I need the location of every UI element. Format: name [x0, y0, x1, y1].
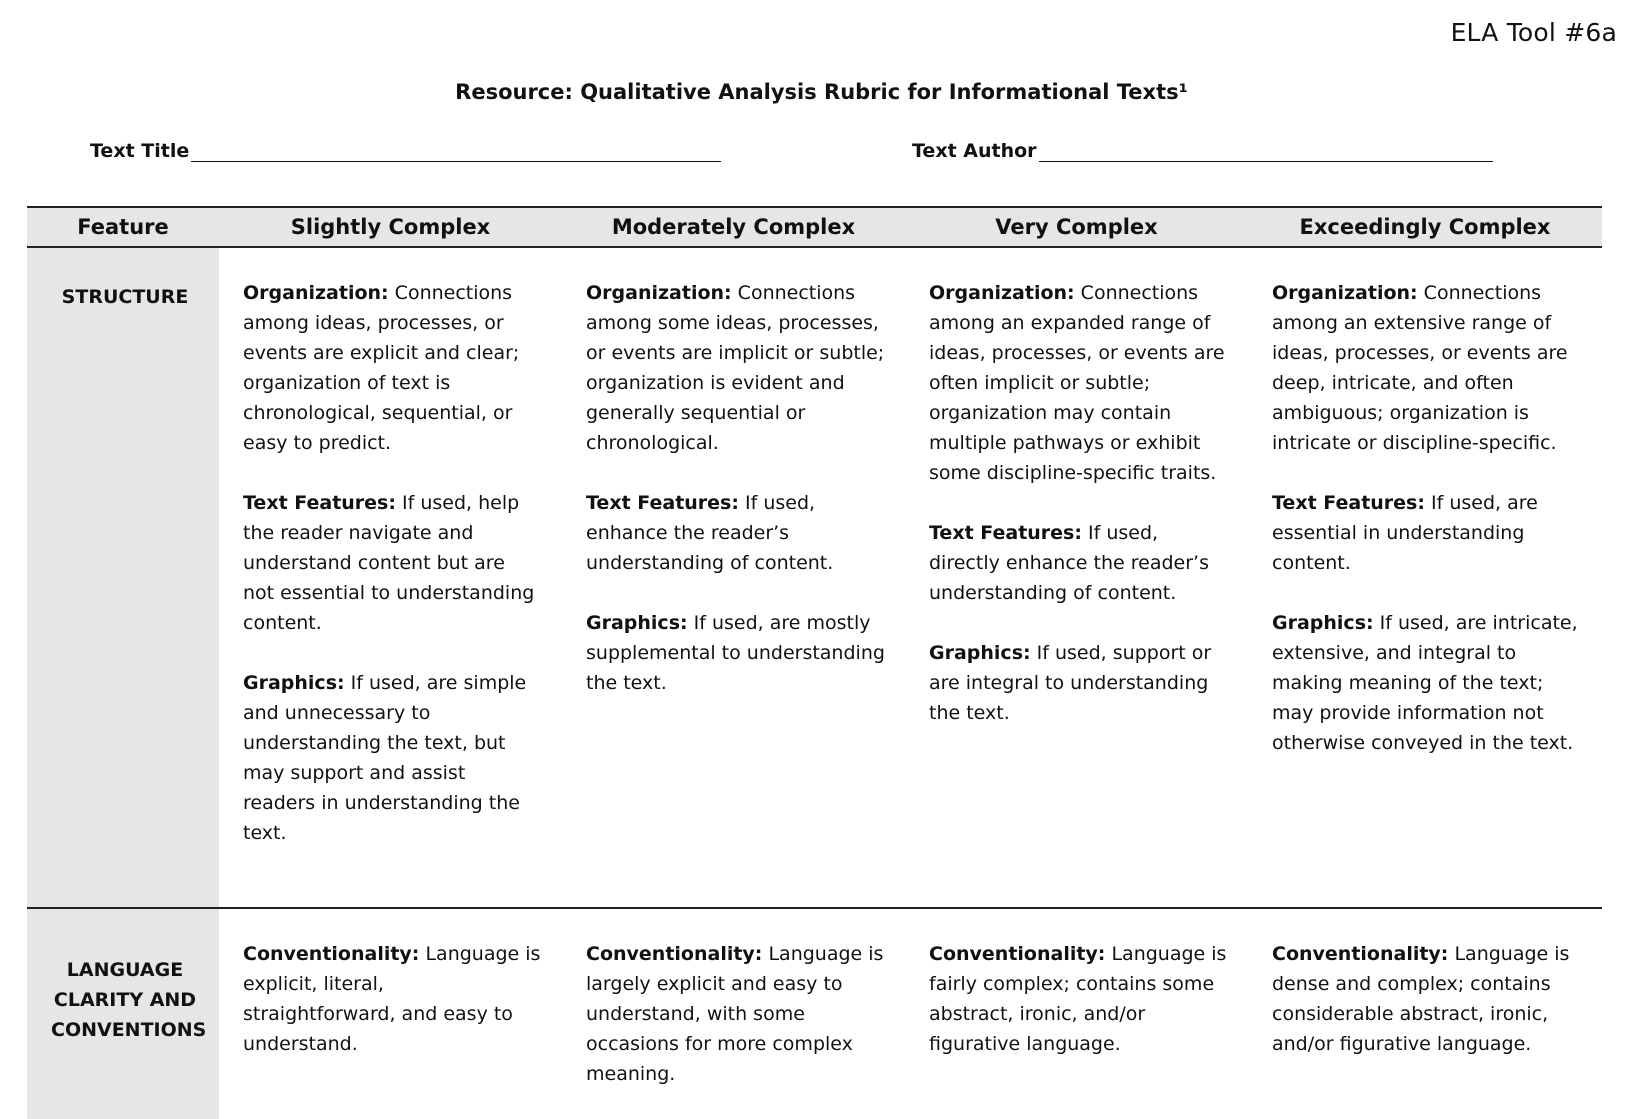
criterion-label: Organization:	[586, 282, 732, 304]
criterion-text: Language is explicit, literal, straightforward, and easy to understand.	[243, 943, 541, 1055]
cell-structure-moderately	[562, 247, 905, 908]
rubric-table	[27, 206, 1602, 1119]
criterion-label: Conventionality:	[243, 943, 420, 965]
criterion-label: Text Features:	[243, 492, 396, 514]
text-author-label: Text Author	[912, 140, 1037, 162]
text-title-label: Text Title	[90, 140, 190, 162]
criterion-text: If used, are intricate, extensive, and integral to making meaning of the text; may provide information not otherwise conveyed in the text.	[1272, 612, 1578, 754]
criterion-text: If used, help the reader navigate and understand content but are not essential to understanding content.	[243, 492, 535, 634]
criterion-text: Connections among some ideas, processes, or events are implicit or subtle; organization is evident and generally sequential or chronological.	[586, 282, 885, 454]
criterion-organization	[586, 278, 885, 458]
criterion-label: Conventionality:	[929, 943, 1106, 965]
criterion-conventionality	[1272, 939, 1582, 1059]
criterion-text-features	[929, 518, 1228, 608]
criterion-text: Language is fairly complex; contains some abstract, ironic, and/or figurative language.	[929, 943, 1227, 1055]
criterion-text: If used, support or are integral to understanding the text.	[929, 642, 1212, 724]
text-author-field	[912, 140, 1493, 162]
criterion-organization	[1272, 278, 1582, 458]
text-author-blank-line[interactable]	[1039, 141, 1493, 162]
criterion-label: Organization:	[243, 282, 389, 304]
column-header-exceedingly-complex: Exceedingly Complex	[1248, 207, 1602, 247]
criterion-label: Graphics:	[929, 642, 1031, 664]
criterion-organization	[929, 278, 1228, 488]
criterion-conventionality	[929, 939, 1228, 1059]
feature-label-language-clarity: LANGUAGE CLARITY AND CONVENTIONS	[27, 908, 219, 1119]
text-title-blank-line[interactable]	[191, 141, 721, 162]
criterion-graphics	[586, 608, 885, 698]
criterion-text: If used, are mostly supplemental to understanding the text.	[586, 612, 885, 694]
criterion-text: If used, directly enhance the reader’s understanding of content.	[929, 522, 1209, 604]
cell-structure-exceedingly	[1248, 247, 1602, 908]
criterion-label: Graphics:	[243, 672, 345, 694]
cell-structure-slightly	[219, 247, 562, 908]
criterion-label: Conventionality:	[586, 943, 763, 965]
criterion-text: Connections among an extensive range of ideas, processes, or events are deep, intricate, and often ambiguous; organization is intricate or discipline-specific.	[1272, 282, 1568, 454]
criterion-label: Text Features:	[929, 522, 1082, 544]
criterion-label: Graphics:	[586, 612, 688, 634]
criterion-graphics	[1272, 608, 1582, 758]
criterion-label: Organization:	[929, 282, 1075, 304]
criterion-text: If used, are simple and unnecessary to understanding the text, but may support and assist readers in understanding the text.	[243, 672, 527, 844]
criterion-text: Language is largely explicit and easy to understand, with some occasions for more complex meaning.	[586, 943, 884, 1085]
document-title: Resource: Qualitative Analysis Rubric for Informational Texts¹	[455, 80, 1188, 104]
column-header-feature: Feature	[27, 207, 219, 247]
column-header-very-complex: Very Complex	[905, 207, 1248, 247]
criterion-text: Connections among an expanded range of ideas, processes, or events are often implicit or subtle; organization may contain multiple pathways or exhibit some discipline-specific traits.	[929, 282, 1225, 484]
table-row-structure	[27, 247, 1602, 908]
criterion-text: If used, enhance the reader’s understanding of content.	[586, 492, 834, 574]
criterion-conventionality	[586, 939, 885, 1089]
feature-label-structure: STRUCTURE	[27, 247, 219, 908]
criterion-conventionality	[243, 939, 542, 1059]
cell-structure-very	[905, 247, 1248, 908]
criterion-organization	[243, 278, 542, 458]
header-row	[27, 207, 1602, 247]
criterion-label: Text Features:	[1272, 492, 1425, 514]
criterion-text: Language is dense and complex; contains considerable abstract, ironic, and/or figurative language.	[1272, 943, 1570, 1055]
criterion-text-features	[243, 488, 542, 638]
criterion-text: If used, are essential in understanding content.	[1272, 492, 1538, 574]
text-title-field	[90, 140, 721, 162]
criterion-label: Organization:	[1272, 282, 1418, 304]
tool-id: ELA Tool #6a	[1450, 18, 1617, 47]
criterion-label: Conventionality:	[1272, 943, 1449, 965]
criterion-graphics	[929, 638, 1228, 728]
column-header-slightly-complex: Slightly Complex	[219, 207, 562, 247]
criterion-label: Text Features:	[586, 492, 739, 514]
criterion-text: Connections among ideas, processes, or events are explicit and clear; organization of text is chronological, sequential, or easy to predict.	[243, 282, 520, 454]
column-header-moderately-complex: Moderately Complex	[562, 207, 905, 247]
criterion-label: Graphics:	[1272, 612, 1374, 634]
criterion-graphics	[243, 668, 542, 848]
criterion-text-features	[1272, 488, 1582, 578]
criterion-text-features	[586, 488, 885, 578]
